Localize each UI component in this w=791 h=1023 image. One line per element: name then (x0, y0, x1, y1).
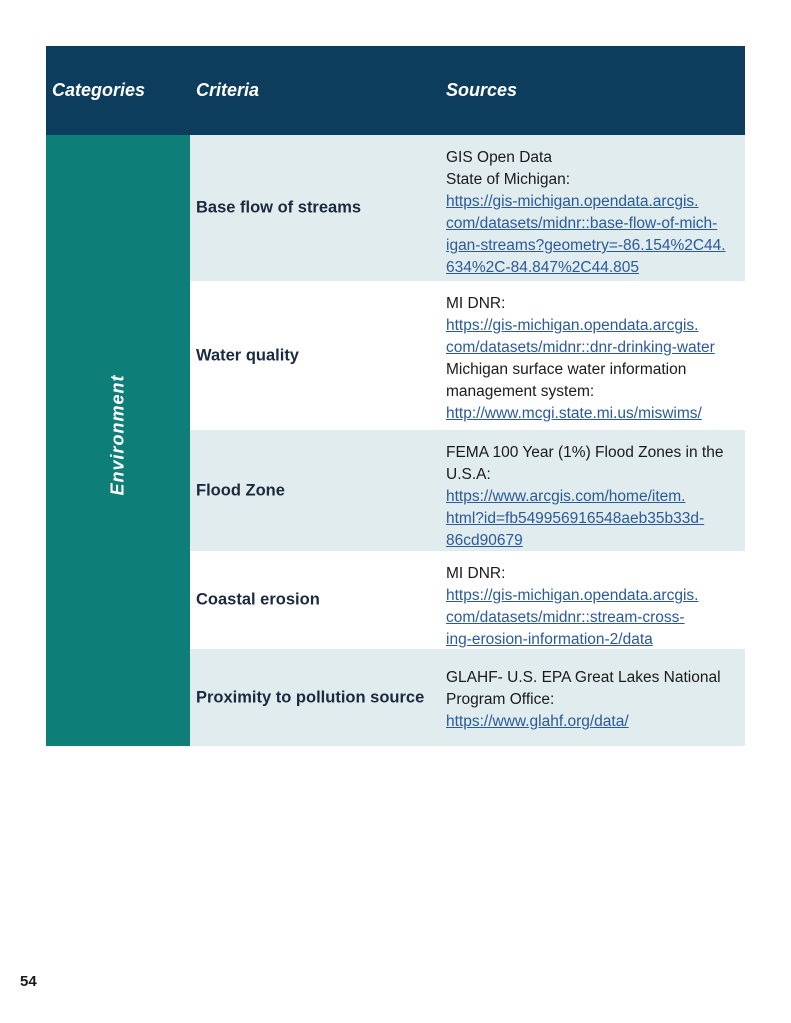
table-body (46, 135, 745, 746)
table-header (46, 46, 745, 135)
header-sources: Sources (446, 80, 518, 100)
category-label: Environment (107, 374, 128, 496)
source-link[interactable]: com/datasets/midnr::base-flow-of-mich- (446, 215, 718, 232)
table-row (190, 430, 745, 551)
header-criteria: Criteria (196, 80, 260, 100)
source-link[interactable]: 86cd90679 (446, 532, 523, 549)
source-link[interactable]: https://gis-michigan.opendata.arcgis. (446, 317, 699, 334)
source-text: FEMA 100 Year (1%) Flood Zones in the (446, 444, 724, 461)
source-text: GIS Open Data (446, 149, 552, 166)
source-link[interactable]: ing-erosion-information-2/data (446, 631, 653, 648)
source-link[interactable]: http://www.mcgi.state.mi.us/miswims/ (446, 405, 702, 422)
source-text: MI DNR: (446, 295, 506, 312)
sources-cell (446, 293, 744, 425)
sources-cell (446, 563, 744, 651)
table-rows (190, 135, 745, 746)
source-link[interactable]: com/datasets/midnr::stream-cross- (446, 609, 685, 626)
source-link[interactable]: https://gis-michigan.opendata.arcgis. (446, 193, 699, 210)
criteria-cell: Water quality (196, 346, 299, 364)
criteria-cell: Base flow of streams (196, 198, 362, 217)
source-text: U.S.A: (446, 466, 491, 483)
category-cell (46, 135, 190, 746)
criteria-table (46, 46, 745, 746)
header-categories: Categories (52, 80, 146, 100)
source-link[interactable]: 634%2C-84.847%2C44.805 (446, 259, 640, 276)
table-row (190, 281, 745, 430)
table-row (190, 135, 745, 281)
sources-cell (446, 147, 744, 279)
source-link[interactable]: com/datasets/midnr::dnr-drinking-water (446, 339, 715, 356)
sources-cell (446, 442, 744, 552)
criteria-cell: Coastal erosion (196, 590, 320, 609)
table-row (190, 649, 745, 746)
source-link[interactable]: https://www.glahf.org/data/ (446, 713, 629, 730)
source-text: Program Office: (446, 691, 555, 708)
source-link[interactable]: igan-streams?geometry=-86.154%2C44. (446, 237, 726, 254)
page-number: 54 (20, 973, 37, 990)
sources-cell (446, 667, 744, 733)
source-text: State of Michigan: (446, 171, 571, 188)
source-text: GLAHF- U.S. EPA Great Lakes National (446, 669, 721, 686)
source-link[interactable]: https://www.arcgis.com/home/item. (446, 488, 686, 505)
criteria-cell: Proximity to pollution source (196, 688, 425, 706)
source-text: Michigan surface water information (446, 361, 687, 378)
source-link[interactable]: https://gis-michigan.opendata.arcgis. (446, 587, 699, 604)
source-text: management system: (446, 383, 595, 400)
source-link[interactable]: html?id=fb549956916548aeb35b33d- (446, 510, 705, 527)
source-text: MI DNR: (446, 565, 506, 582)
criteria-cell: Flood Zone (196, 481, 285, 499)
table-row (190, 551, 745, 649)
